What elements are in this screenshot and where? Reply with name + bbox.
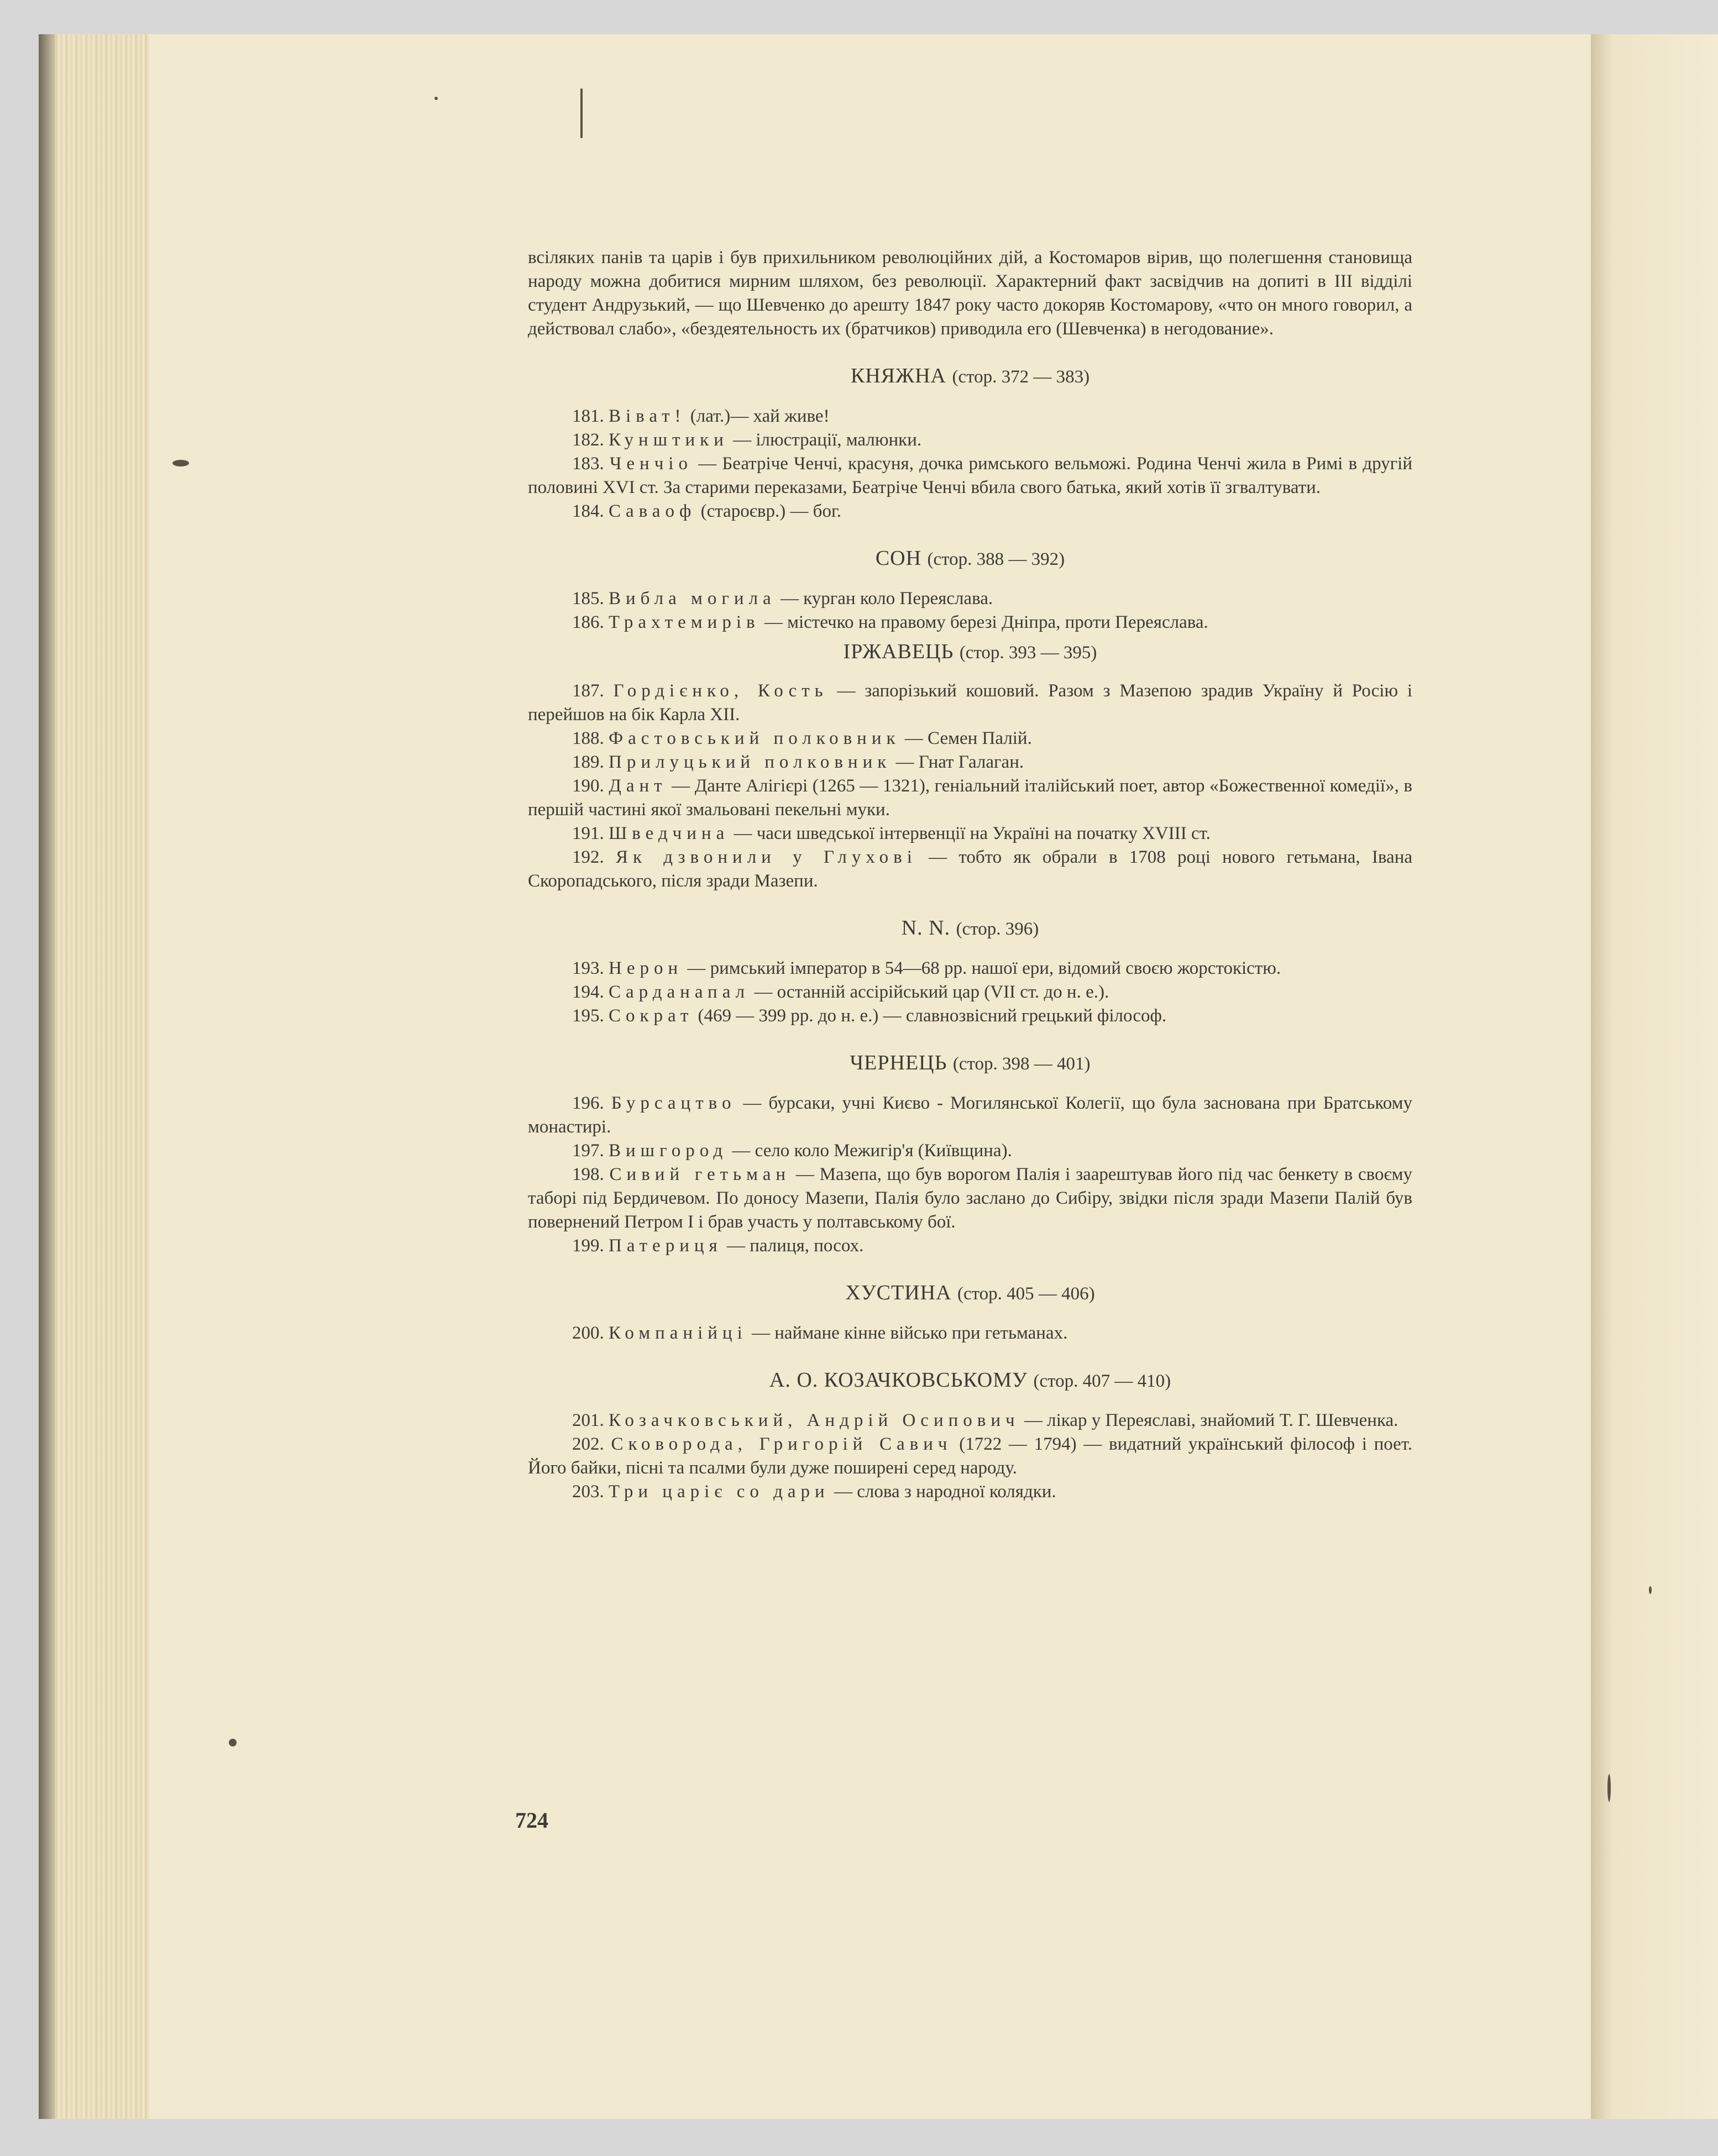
note-number: 197. bbox=[572, 1141, 604, 1161]
note-entry bbox=[528, 500, 1412, 523]
note-text: — римський імператор в 54—68 рр. нашої ери, відомий своєю жорстокістю. bbox=[683, 958, 1281, 978]
note-entry bbox=[528, 1409, 1412, 1433]
stacked-page-edges bbox=[39, 34, 149, 2119]
note-number: 202. bbox=[572, 1434, 604, 1454]
section-page-range: (стор. 405 — 406) bbox=[957, 1284, 1095, 1304]
note-entry bbox=[528, 846, 1412, 893]
note-entry bbox=[528, 1139, 1412, 1163]
ink-speck bbox=[1607, 1774, 1611, 1802]
note-entry bbox=[528, 957, 1412, 980]
section-page-range: (стор. 407 — 410) bbox=[1033, 1371, 1171, 1391]
note-entry bbox=[528, 751, 1412, 774]
note-number: 190. bbox=[572, 776, 604, 796]
note-text: — слова з народної колядки. bbox=[829, 1482, 1056, 1502]
binding-shadow bbox=[39, 34, 55, 2119]
intro-paragraph: всіляких панів та царів і був прихильником революційних дій, а Костомаров вірив, що полегшення становища народу можна добитися мирним шляхом, без революції. Характерний факт засвідчив на допиті в III відділі студент Андрузький, — що Шевченко до арешту 1847 року часто докоряв Костомарову, «что он много говорил, а действовал слабо», «бездеятельность их (братчиков) приводила его (Шевченка) в негодование». bbox=[528, 248, 1412, 339]
note-term: Гордієнко, Кость bbox=[613, 681, 828, 701]
section-heading bbox=[528, 640, 1412, 665]
note-entry bbox=[528, 452, 1412, 500]
section-heading bbox=[528, 1051, 1412, 1076]
section-page-range: (стор. 393 — 395) bbox=[959, 643, 1097, 663]
note-entry bbox=[528, 1092, 1412, 1139]
section-title: ЧЕРНЕЦЬ bbox=[850, 1051, 947, 1074]
note-entry bbox=[528, 774, 1412, 822]
section-heading bbox=[528, 364, 1412, 389]
note-text: (староєвр.) — бог. bbox=[696, 501, 842, 521]
ink-speck bbox=[229, 1739, 237, 1746]
note-number: 191. bbox=[572, 823, 604, 843]
note-entry bbox=[528, 1234, 1412, 1258]
note-term: Сковорода, Григорій Савич bbox=[611, 1434, 952, 1454]
ink-speck bbox=[172, 460, 189, 466]
note-text: — Беатріче Ченчі, красуня, дочка римського вельможі. Родина Ченчі жила в Римі в другій половині XVI ст. За старими переказами, Беатріче Ченчі вбила свого батька, який хотів її згвалтувати. bbox=[528, 454, 1413, 497]
note-entry bbox=[528, 822, 1412, 846]
note-entry bbox=[528, 587, 1412, 611]
note-entry bbox=[528, 1321, 1412, 1345]
notes-sections bbox=[528, 364, 1412, 1504]
note-entry bbox=[528, 1480, 1412, 1504]
note-term: Козачковський, Андрій Осипович bbox=[609, 1410, 1020, 1430]
note-text: — село коло Межигір'я (Київщина). bbox=[727, 1141, 1012, 1161]
facing-page-edge bbox=[1591, 34, 1718, 2119]
note-text: — Семен Палій. bbox=[900, 728, 1032, 748]
note-number: 203. bbox=[572, 1482, 604, 1502]
note-number: 182. bbox=[572, 430, 604, 450]
section-page-range: (стор. 398 — 401) bbox=[952, 1054, 1091, 1074]
note-text: — часи шведської інтервенції на Україні на початку XVIII ст. bbox=[729, 823, 1211, 843]
note-entry bbox=[528, 428, 1412, 452]
section-page-range: (стор. 388 — 392) bbox=[927, 549, 1065, 569]
note-term: Ченчіо bbox=[609, 454, 693, 474]
notes-text-block bbox=[528, 246, 1412, 1504]
note-text: — курган коло Переяслава. bbox=[776, 589, 993, 608]
section-title: А. О. КОЗАЧКОВСЬКОМУ bbox=[769, 1368, 1028, 1392]
note-term: Саваоф bbox=[609, 501, 696, 521]
note-text: — містечко на правому березі Дніпра, проти Переяслава. bbox=[760, 612, 1208, 632]
note-term: Вибла могила bbox=[609, 589, 776, 608]
note-term: Віват! bbox=[609, 406, 686, 426]
ink-speck bbox=[1649, 1586, 1652, 1594]
note-number: 181. bbox=[572, 406, 604, 426]
note-entry bbox=[528, 1433, 1412, 1480]
note-entry bbox=[528, 980, 1412, 1004]
note-term: Нерон bbox=[609, 958, 683, 978]
note-number: 201. bbox=[572, 1410, 604, 1430]
note-term: Компанійці bbox=[609, 1323, 747, 1343]
note-number: 198. bbox=[572, 1164, 604, 1184]
note-text: — Мазепа, що був ворогом Палія і заарештував його під час бенкету в своєму таборі під Бердичевом. По доносу Мазепи, Палія було заслано до Сибіру, звідки після зради Мазепи Палій був повернений Петром I і брав участь у полтавському бої. bbox=[528, 1164, 1412, 1232]
note-number: 184. bbox=[572, 501, 604, 521]
note-entry bbox=[528, 611, 1412, 634]
note-number: 187. bbox=[572, 681, 604, 701]
note-number: 183. bbox=[572, 454, 604, 474]
note-text: — останній ассірійський цар (VII ст. до н. е.). bbox=[750, 982, 1109, 1002]
note-text: — ілюстрації, малюнки. bbox=[728, 430, 922, 450]
note-term: Бурсацтво bbox=[611, 1093, 736, 1113]
section-heading bbox=[528, 1368, 1412, 1393]
note-term: Вишгород bbox=[609, 1141, 728, 1161]
note-number: 193. bbox=[572, 958, 604, 978]
note-number: 196. bbox=[572, 1093, 604, 1113]
note-entry bbox=[528, 1004, 1412, 1028]
section-heading bbox=[528, 916, 1412, 941]
note-term: Трахтемирів bbox=[609, 612, 760, 632]
note-number: 194. bbox=[572, 982, 604, 1002]
section-page-range: (стор. 372 — 383) bbox=[952, 367, 1090, 387]
section-title: СОН bbox=[875, 547, 922, 570]
note-number: 199. bbox=[572, 1236, 604, 1256]
note-term: Фастовський полковник bbox=[609, 728, 900, 748]
note-text: (469 — 399 рр. до н. е.) — славнозвісний грецький філософ. bbox=[693, 1006, 1167, 1026]
note-text: — Гнат Галаган. bbox=[891, 752, 1024, 772]
note-text: — бурсаки, учні Києво - Могилянської Колегії, що була заснована при Братському монастирі. bbox=[528, 1093, 1412, 1137]
note-text: — тобто як обрали в 1708 році нового гетьмана, Івана Скоропадського, після зради Мазепи. bbox=[528, 847, 1413, 891]
ink-speck bbox=[434, 97, 438, 100]
note-entry bbox=[528, 679, 1412, 727]
note-term: Кунштики bbox=[609, 430, 729, 450]
section-title: ХУСТИНА bbox=[845, 1281, 952, 1304]
note-term: Як дзвонили у Глухові bbox=[616, 847, 917, 867]
note-number: 185. bbox=[572, 589, 604, 608]
note-entry bbox=[528, 405, 1412, 428]
note-term: Сивий гетьман bbox=[609, 1164, 791, 1184]
note-term: Сарданапал bbox=[609, 982, 750, 1002]
note-text: — наймане кінне військо при гетьманах. bbox=[747, 1323, 1068, 1343]
note-term: Патериця bbox=[609, 1236, 722, 1256]
section-page-range: (стор. 396) bbox=[956, 919, 1039, 939]
section-title: КНЯЖНА bbox=[850, 364, 946, 387]
section-heading bbox=[528, 547, 1412, 571]
section-heading bbox=[528, 1281, 1412, 1306]
note-number: 189. bbox=[572, 752, 604, 772]
note-text: (1722 — 1794) — видатний український філософ і поет. Його байки, пісні та псалми були дуже поширені серед народу. bbox=[528, 1434, 1412, 1478]
page-number: 724 bbox=[515, 1808, 548, 1833]
note-term: Прилуцький полковник bbox=[609, 752, 892, 772]
note-number: 200. bbox=[572, 1323, 604, 1343]
note-text: (лат.)— хай живе! bbox=[685, 406, 830, 426]
note-term: Три царіє со дари bbox=[609, 1482, 830, 1502]
section-title: ІРЖАВЕЦЬ bbox=[843, 640, 954, 663]
note-term: Дант bbox=[609, 776, 667, 796]
note-entry bbox=[528, 1163, 1412, 1234]
note-term: Сократ bbox=[609, 1006, 694, 1026]
note-number: 188. bbox=[572, 728, 604, 748]
note-text: — лікар у Переяславі, знайомий Т. Г. Шевченка. bbox=[1019, 1410, 1399, 1430]
note-number: 195. bbox=[572, 1006, 604, 1026]
ink-speck bbox=[580, 88, 583, 138]
note-text: — палиця, посох. bbox=[722, 1236, 864, 1256]
note-term: Шведчина bbox=[609, 823, 730, 843]
note-text: — запорізький кошовий. Разом з Мазепою зрадив Україну й Росію і перейшов на бік Карла XII. bbox=[528, 681, 1412, 725]
note-number: 192. bbox=[572, 847, 604, 867]
note-number: 186. bbox=[572, 612, 604, 632]
note-entry bbox=[528, 727, 1412, 751]
section-title: N. N. bbox=[901, 916, 951, 940]
note-text: — Данте Алігієрі (1265 — 1321), геніальний італійський поет, автор «Божественної комедії», в першій частині якої змальовані пекельні муки. bbox=[528, 776, 1412, 820]
